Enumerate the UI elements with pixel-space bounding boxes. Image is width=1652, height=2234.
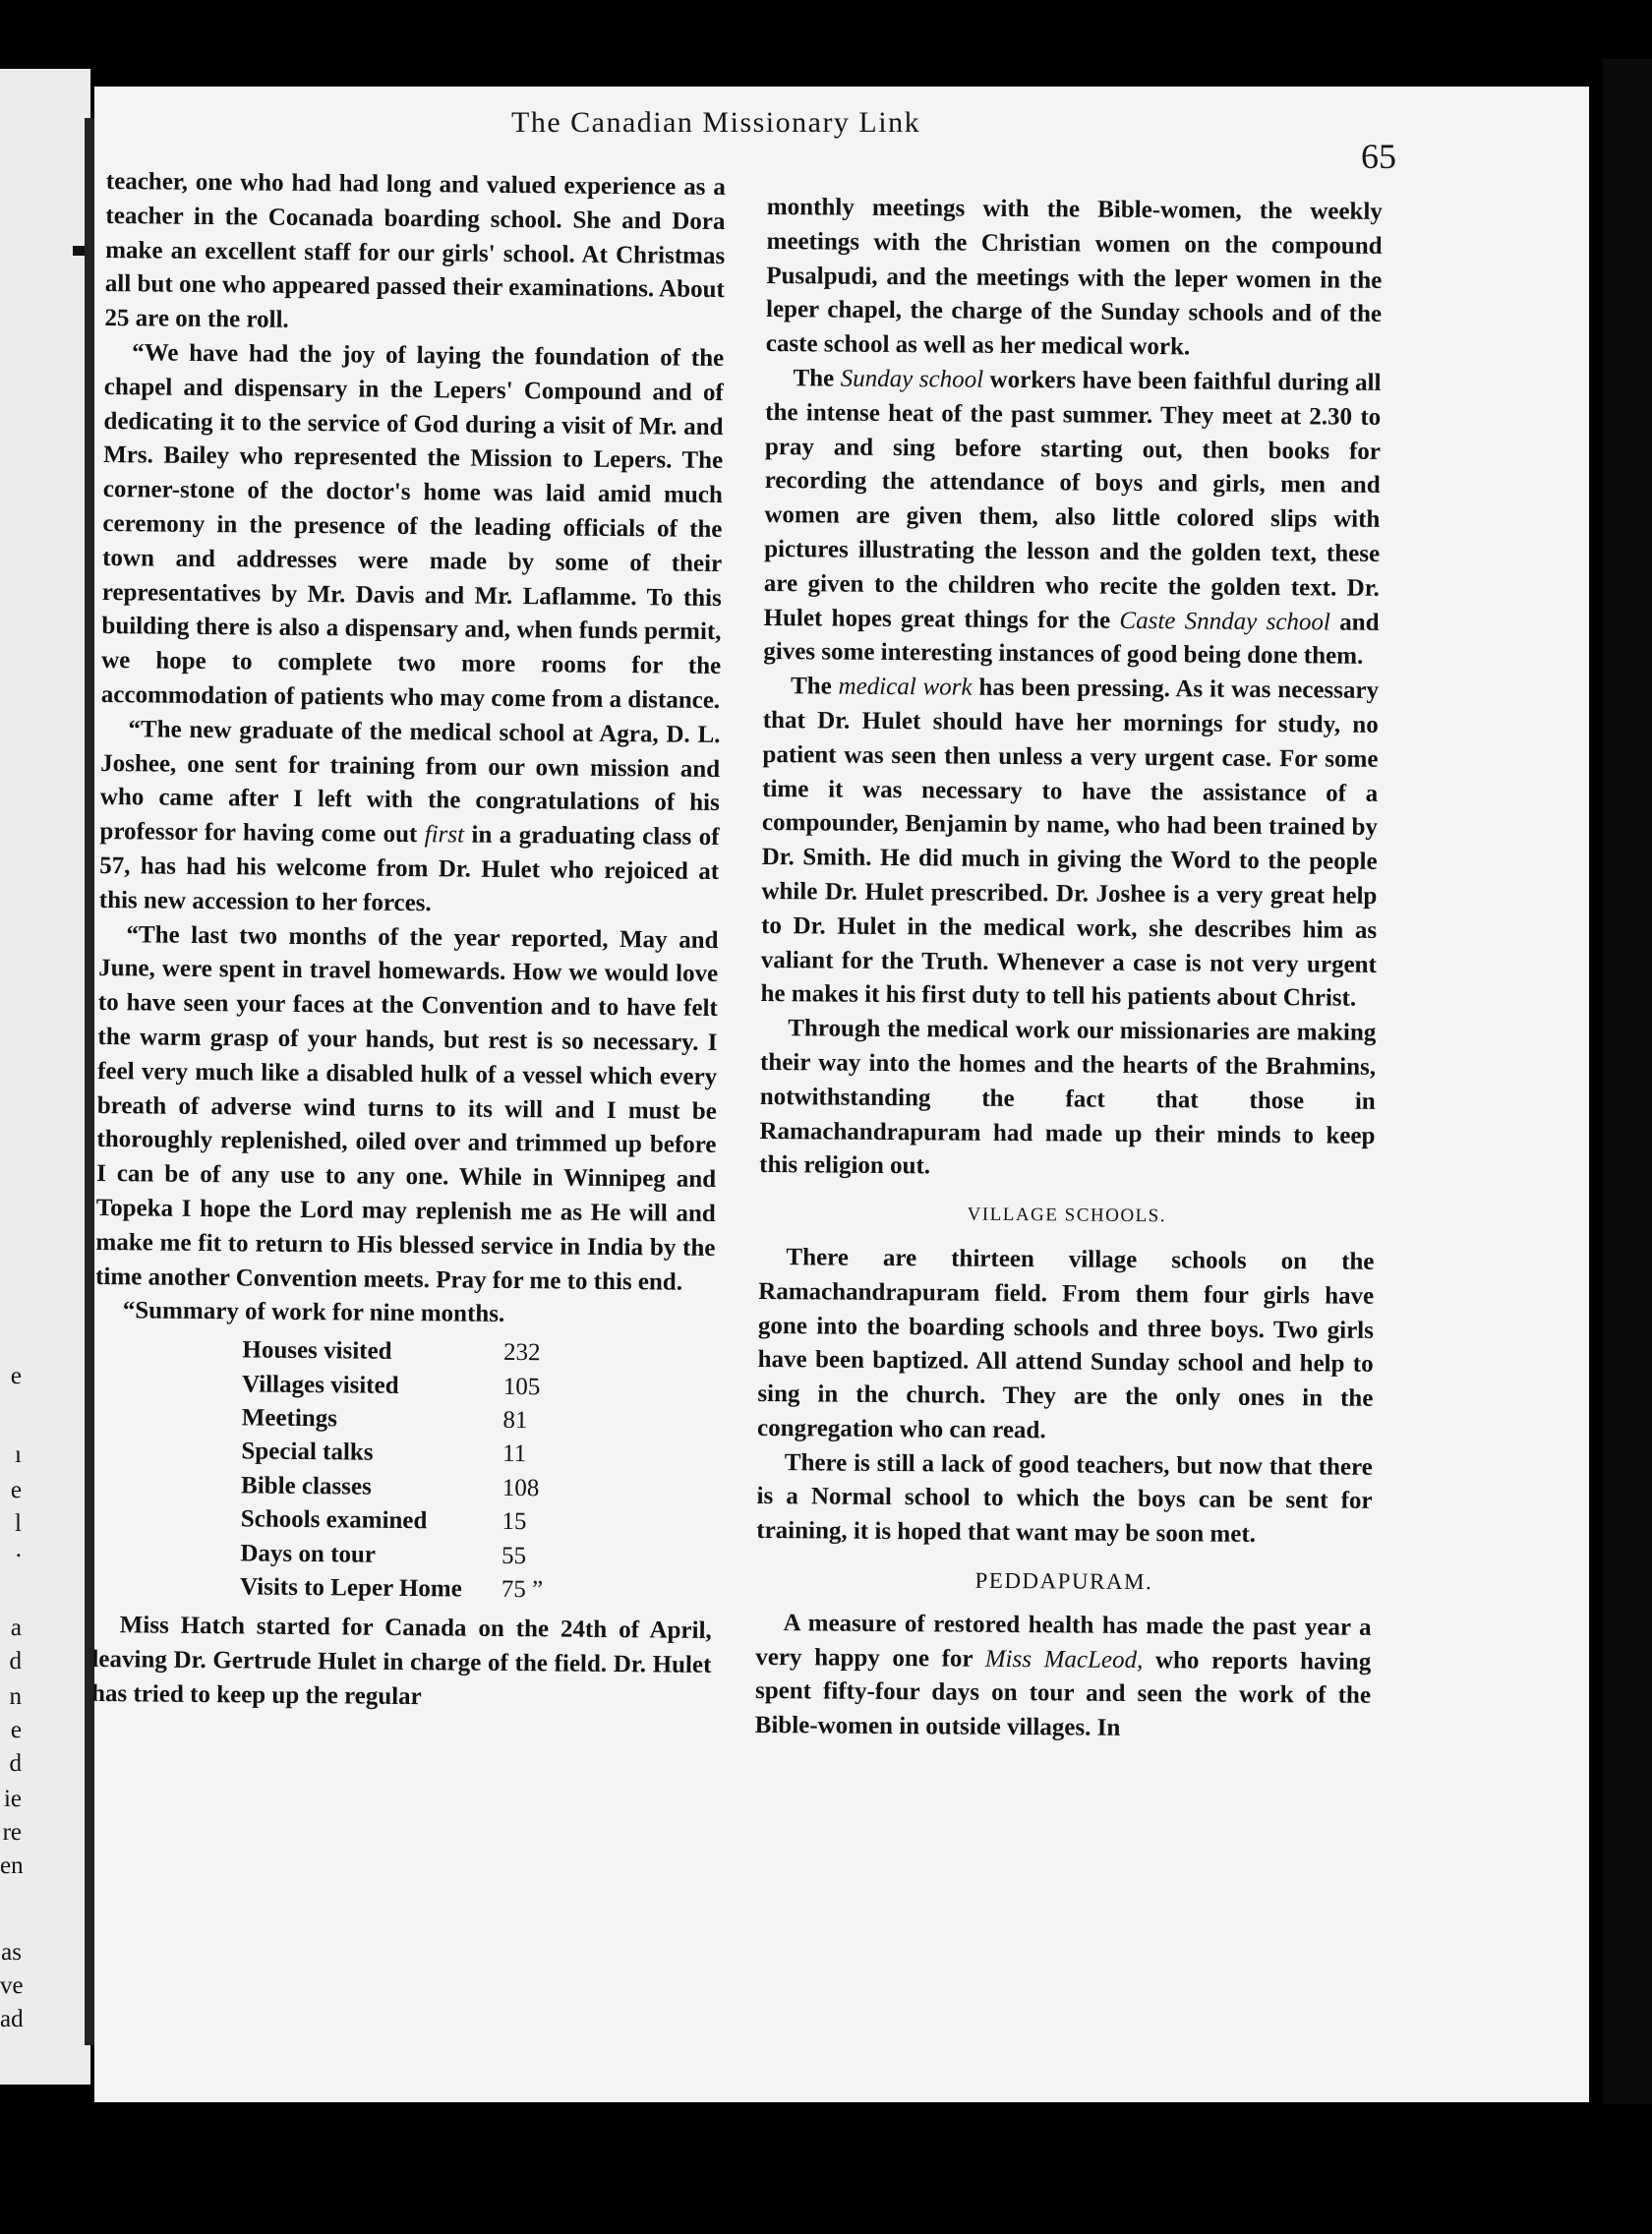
summary-label: Meetings (241, 1404, 338, 1433)
section-heading: VILLAGE SCHOOLS. (967, 1204, 1167, 1227)
table-row (241, 1503, 544, 1540)
adjacent-page-strip (0, 69, 90, 2085)
summary-label: Bible classes (240, 1472, 372, 1500)
running-head: The Canadian Missionary Link (511, 106, 921, 139)
adjacent-page-fragment: d (9, 1750, 22, 1777)
summary-label: Visits to Leper Home (239, 1573, 462, 1603)
emphasis: Sunday school (840, 365, 984, 393)
paragraph: Miss Hatch started for Canada on the 24th of April, leaving Dr. Gertrude Hulet in charge of the field. Dr. Hulet has tried to keep up the regular (90, 1612, 712, 1711)
table-row (242, 1401, 545, 1438)
summary-label: Houses visited (242, 1336, 392, 1365)
text-run: The (790, 673, 839, 700)
table-row (242, 1368, 545, 1404)
text-run: and gives some interesting instances of good being done them. (763, 609, 1380, 671)
adjacent-page-fragment: . (15, 1536, 22, 1562)
text-run: A measure of restored health has made the past year a very happy one for (755, 1610, 1372, 1673)
adjacent-page-fragment: re (2, 1819, 22, 1846)
adjacent-page-fragment: a (10, 1615, 22, 1641)
summary-value: 108 (502, 1474, 540, 1502)
paragraph (755, 1607, 1372, 1748)
text-run: who reports having spent fifty-four days on tour and seen the work of the Bible-women in outside villages. In (754, 1646, 1372, 1742)
book-edge (1603, 59, 1652, 2104)
page-number: 65 (1361, 137, 1396, 176)
summary-label: Schools examined (240, 1505, 428, 1535)
text-run: in a graduating class of 57, has had his welcome from Dr. Hulet who rejoiced at this new accession to her forces. (98, 821, 720, 916)
paragraph (99, 713, 721, 924)
adjacent-page-fragment: e (10, 1363, 22, 1389)
adjacent-page-fragment: ve (0, 1972, 24, 1999)
adjacent-page-fragment: as (1, 1939, 22, 1966)
table-row (241, 1436, 544, 1472)
emphasis: Miss MacLeod, (984, 1645, 1144, 1674)
summary-table (240, 1333, 546, 1607)
book-gutter (85, 118, 94, 2045)
adjacent-page-fragment: ie (3, 1786, 22, 1812)
table-row (241, 1469, 544, 1505)
summary-value: 75 ” (501, 1575, 544, 1604)
paragraph: “We have had the joy of laying the foundation of the chapel and dispensary in the Lepers' Compound and of dedicating it to the service of God during a visit of Mr. and Mrs. Bailey who represented the Mission to Lepers. The corner-stone of the doctor's home was laid amid much ceremony in the presence of the leading officials of the town and addresses were made by some of their representatives by Mr. Davis and Mr. Laflamme. To this building there is also a dispensary and, when funds permit, we hope to complete two more rooms for the accommodation of patients who may come from a distance. (100, 339, 725, 714)
paragraph: Through the medical work our missionaries are making their way into the homes and the hearts of the Brahmins, notwithstanding the fact that those in Ramachandrapuram had made up their minds to keep this religion out. (759, 1015, 1377, 1180)
summary-value: 55 (501, 1542, 527, 1569)
summary-label: Days on tour (240, 1539, 377, 1568)
summary-value: 105 (502, 1373, 541, 1400)
emphasis: first (424, 821, 465, 849)
summary-label: Special talks (241, 1438, 374, 1466)
adjacent-page-fragment: l (15, 1510, 22, 1537)
table-row (240, 1537, 543, 1573)
adjacent-page-fragment: e (10, 1477, 22, 1503)
table-row (242, 1333, 545, 1370)
section-heading: PEDDAPURAM. (974, 1567, 1153, 1595)
paragraph: There is still a lack of good teachers, but now that there is a Normal school to which the boys can be sent for training, it is hoped that want may be soon met. (756, 1448, 1373, 1549)
left-text-column (91, 165, 726, 1718)
paragraph (760, 670, 1379, 1017)
paragraph: There are thirteen village schools on the Ramachandrapuram field. From them four girls have gone into the boarding schools and three boys. Two girls have been baptized. All attend Sunday school and help to sing in the church. They are the only ones in the congregation who can read. (757, 1244, 1375, 1444)
paragraph: monthly meetings with the Bible-women, the weekly meetings with the Christian women on the compound Pusalpudi, and the meetings with the leper women in the leper chapel, the charge of the Sunday schools and of the caste school as well as her medical work. (765, 193, 1383, 361)
summary-value: 232 (502, 1339, 541, 1367)
adjacent-page-fragment: ı (15, 1441, 22, 1468)
text-run: The (793, 365, 841, 392)
summary-value: 81 (502, 1406, 528, 1435)
adjacent-page-fragment: n (9, 1683, 22, 1710)
adjacent-page-fragment: ad (0, 2006, 24, 2032)
table-row (240, 1570, 543, 1607)
paragraph: teacher, one who had had long and valued experience as a teacher in the Cocanada boarding school. She and Dora make an excellent staff for our girls' school. At Christmas all but one who appeared passed their examinations. About 25 are on the roll. (104, 167, 726, 333)
text-run: “The new graduate of the medical school at Agra, D. L. Joshee, one sent for training from our own mission and who came after I left with the congratulations of his professor for having come out (99, 715, 721, 849)
adjacent-page-fragment: en (0, 1852, 24, 1879)
summary-value: 11 (502, 1440, 527, 1468)
summary-value: 15 (502, 1508, 527, 1536)
emphasis: medical work (838, 673, 973, 701)
paragraph (763, 362, 1381, 675)
paragraph: “Summary of work for nine months. (122, 1297, 505, 1328)
text-run: has been pressing. As it was necessary that Dr. Hulet should have her mornings for study, no patient was seen then unless a very urgent case. For some time it was necessary to have the assistance of a compounder, Benjamin by name, who had been trained by Dr. Smith. He did much in giving the Word to the people while Dr. Hulet prescribed. Dr. Joshee is a very great help to Dr. Hulet in the medical work, she describes him as valiant for the Truth. Whenever a case is not very urgent he makes it his first duty to tell his patients about Christ. (760, 674, 1380, 1013)
text-run: workers have been faithful during all the intense heat of the past summer. They meet at 2.30 to pray and sing before starting out, then books for recording the attendance of boys and girls, men and women are given them, also little colored slips with pictures illustrating the lesson and the golden text, these are given to the children who recite the golden text. Dr. Hulet hopes great things for the (763, 366, 1382, 634)
adjacent-page-fragment: e (10, 1717, 22, 1743)
emphasis: Caste Snnday school (1119, 607, 1331, 636)
adjacent-page-fragment: d (9, 1648, 22, 1675)
paragraph: “The last two months of the year reported, May and June, were spent in travel homewards. How we would love to have seen your faces at the Convention and to have felt the warm grasp of your hands, but rest is so necessary. I feel very much like a disabled hulk of a vessel which every breath of adverse wind turns to its will and I must be thoroughly replenished, oiled over and trimmed up before I can be of any use to any one. While in Winnipeg and Topeka I hope the Lord may replenish me as He will and make me fit to return to His blessed service in India by the time another Convention meets. Pray for me to this end. (95, 920, 719, 1296)
summary-label: Villages visited (241, 1370, 399, 1399)
right-text-column (755, 191, 1383, 1748)
